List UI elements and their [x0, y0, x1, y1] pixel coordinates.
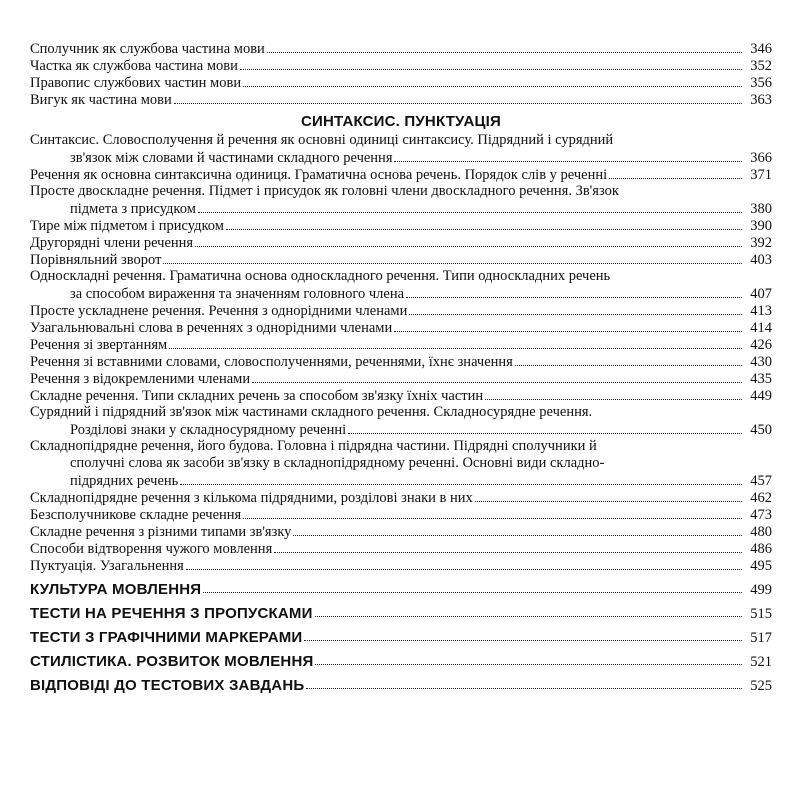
section-title: ТЕСТИ З ГРАФІЧНИМИ МАРКЕРАМИ	[30, 629, 303, 646]
page-number: 473	[750, 507, 772, 523]
dot-leader	[226, 229, 742, 230]
dot-leader	[252, 382, 742, 383]
dot-leader	[195, 246, 742, 247]
entry-title: Вигук як частина мови	[30, 92, 172, 108]
page-number: 352	[750, 58, 772, 74]
page-number: 413	[750, 303, 772, 319]
toc-entry	[30, 506, 772, 523]
toc-entry	[30, 234, 772, 251]
dot-leader	[315, 616, 742, 617]
entry-title: Складнопідрядне речення з кількома підрядними, розділові знаки в них	[30, 490, 473, 506]
dot-leader	[186, 569, 742, 570]
page-number: 499	[750, 582, 772, 598]
entry-title-continuation: зв'язок між словами й частинами складного речення	[70, 150, 393, 166]
toc-section-entry	[30, 622, 772, 646]
page-number: 430	[750, 354, 772, 370]
toc-entry	[30, 40, 772, 57]
page-number: 414	[750, 320, 772, 336]
section-heading: СИНТАКСИС. ПУНКТУАЦІЯ	[300, 113, 501, 130]
entry-title: Правопис службових частин мови	[30, 75, 242, 91]
entry-title: Просте ускладнене речення. Речення з однорідними членами	[30, 303, 408, 319]
toc-entry	[30, 540, 772, 557]
entry-title-continuation: за способом вираження та значенням головного члена	[70, 286, 405, 302]
dot-leader	[274, 552, 742, 553]
page-number: 486	[750, 541, 772, 557]
page-number: 450	[750, 422, 772, 438]
toc-section-entry	[30, 574, 772, 598]
entry-title: Речення як основна синтаксична одиниця. Граматична основа речень. Порядок слів у реченні	[30, 167, 608, 183]
toc-entry	[30, 370, 772, 387]
page-number: 390	[750, 218, 772, 234]
dot-leader	[163, 263, 742, 264]
dot-leader	[293, 535, 742, 536]
toc-entry	[30, 268, 772, 302]
page-number: 366	[750, 150, 772, 166]
dot-leader	[315, 664, 742, 665]
entry-title: Складне речення. Типи складних речень за способом зв'язку їхніх частин	[30, 388, 484, 404]
page-number: 521	[750, 654, 772, 670]
entry-title-line: Синтаксис. Словосполучення й речення як основні одиниці синтаксису. Підрядний і сурядний	[30, 132, 614, 148]
entry-title: Безсполучникове складне речення	[30, 507, 242, 523]
dot-leader	[174, 103, 742, 104]
toc-entry	[30, 183, 772, 217]
entry-title: Речення зі звертанням	[30, 337, 168, 353]
entry-title: Тире між підметом і присудком	[30, 218, 224, 234]
toc-entry	[30, 523, 772, 540]
dot-leader	[515, 365, 742, 366]
dot-leader	[267, 52, 742, 53]
dot-leader	[394, 161, 742, 162]
toc-entry	[30, 353, 772, 370]
entry-title-line: сполучні слова як засоби зв'язку в складнопідрядному реченні. Основні види складно-	[70, 455, 605, 471]
toc-entry	[30, 319, 772, 336]
dot-leader	[306, 688, 742, 689]
toc-entry	[30, 336, 772, 353]
page-number: 426	[750, 337, 772, 353]
page-number: 435	[750, 371, 772, 387]
section-title: ТЕСТИ НА РЕЧЕННЯ З ПРОПУСКАМИ	[30, 605, 313, 622]
dot-leader	[180, 484, 742, 485]
dot-leader	[609, 178, 742, 179]
toc-entry	[30, 557, 772, 574]
toc-entry	[30, 74, 772, 91]
page-number: 462	[750, 490, 772, 506]
dot-leader	[409, 314, 742, 315]
toc-section-entry	[30, 598, 772, 622]
entry-title: Частка як службова частина мови	[30, 58, 238, 74]
page-number: 525	[750, 678, 772, 694]
entry-title: Способи відтворення чужого мовлення	[30, 541, 273, 557]
toc-entry	[30, 166, 772, 183]
toc-entry	[30, 57, 772, 74]
entry-title: Порівняльний зворот	[30, 252, 162, 268]
toc-section-entry	[30, 646, 772, 670]
dot-leader	[475, 501, 742, 502]
toc-entry	[30, 387, 772, 404]
entry-title-line: Односкладні речення. Граматична основа односкладного речення. Типи односкладних речень	[30, 268, 611, 284]
entry-title: Пуктуація. Узагальнення	[30, 558, 184, 574]
entry-title: Речення з відокремленими членами	[30, 371, 251, 387]
toc-entry	[30, 404, 772, 438]
section-title: СТИЛІСТИКА. РОЗВИТОК МОВЛЕННЯ	[30, 653, 314, 670]
toc-section-entry	[30, 670, 772, 694]
page-number: 407	[750, 286, 772, 302]
toc-entry	[30, 91, 772, 108]
toc-entry	[30, 217, 772, 234]
entry-title: Другорядні члени речення	[30, 235, 194, 251]
toc-entry	[30, 251, 772, 268]
toc-entry	[30, 489, 772, 506]
dot-leader	[240, 69, 742, 70]
entry-title: Узагальнювальні слова в реченнях з однорідними членами	[30, 320, 393, 336]
dot-leader	[243, 86, 742, 87]
entry-title: Речення зі вставними словами, словосполученнями, реченнями, їхнє значення	[30, 354, 513, 370]
page-number: 363	[750, 92, 772, 108]
dot-leader	[198, 212, 742, 213]
page-number: 517	[750, 630, 772, 646]
dot-leader	[243, 518, 742, 519]
toc-entry	[30, 302, 772, 319]
entry-title: Сполучник як службова частина мови	[30, 41, 265, 57]
dot-leader	[169, 348, 742, 349]
entry-title-line: Просте двоскладне речення. Підмет і присудок як головні члени двоскладного речення. Зв'язок	[30, 183, 619, 199]
table-of-contents	[30, 40, 772, 694]
page-number: 403	[750, 252, 772, 268]
page-number: 480	[750, 524, 772, 540]
page-number: 495	[750, 558, 772, 574]
page-number: 371	[750, 167, 772, 183]
dot-leader	[348, 433, 742, 434]
page-number: 457	[750, 473, 772, 489]
entry-title: Складне речення з різними типами зв'язку	[30, 524, 292, 540]
dot-leader	[304, 640, 742, 641]
page-number: 449	[750, 388, 772, 404]
toc-entry	[30, 132, 772, 166]
entry-title-continuation: Розділові знаки у складносурядному реченні	[70, 422, 347, 438]
page-number: 515	[750, 606, 772, 622]
page-number: 346	[750, 41, 772, 57]
dot-leader	[394, 331, 742, 332]
dot-leader	[406, 297, 742, 298]
entry-title-line: Сурядний і підрядний зв'язок між частинами складного речення. Складносурядне речення.	[30, 404, 593, 420]
entry-title-continuation: підрядних речень	[70, 473, 179, 489]
page-number: 380	[750, 201, 772, 217]
section-title: КУЛЬТУРА МОВЛЕННЯ	[30, 581, 202, 598]
toc-entry	[30, 438, 772, 489]
entry-title-continuation: підмета з присудком	[70, 201, 196, 217]
page-number: 356	[750, 75, 772, 91]
page-number: 392	[750, 235, 772, 251]
dot-leader	[485, 399, 742, 400]
entry-title-line: Складнопідрядне речення, його будова. Головна і підрядна частини. Підрядні сполучники й	[30, 438, 597, 454]
section-title: ВІДПОВІДІ ДО ТЕСТОВИХ ЗАВДАНЬ	[30, 677, 305, 694]
dot-leader	[203, 592, 742, 593]
